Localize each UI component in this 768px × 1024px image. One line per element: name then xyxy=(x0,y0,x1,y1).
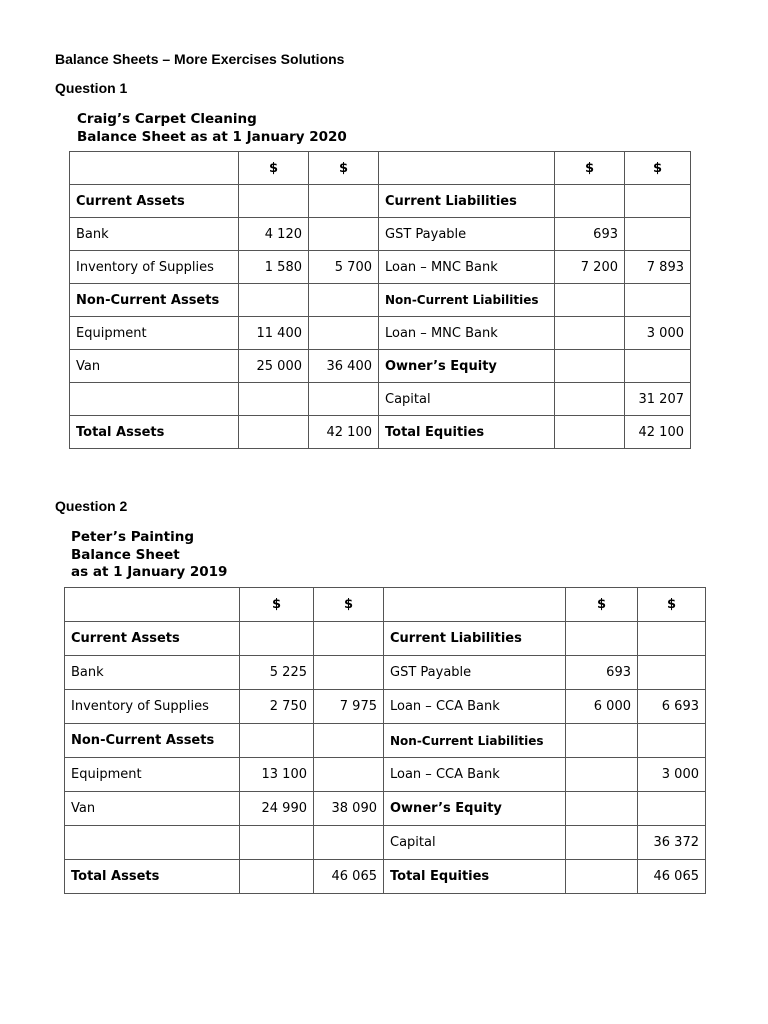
currency-header: $ xyxy=(638,588,706,622)
asset-amount: 1 580 xyxy=(239,251,309,284)
question-1-heading: Question 1 xyxy=(55,80,128,96)
asset-amount xyxy=(239,185,309,218)
table-row xyxy=(65,826,706,860)
asset-amount: 5 225 xyxy=(240,656,314,690)
equity-subtotal: 6 693 xyxy=(638,690,706,724)
table-row xyxy=(70,218,691,251)
equity-label: Loan – CCA Bank xyxy=(384,758,566,792)
table-row xyxy=(70,251,691,284)
equity-amount xyxy=(566,860,638,894)
asset-amount xyxy=(239,383,309,416)
asset-label: Current Assets xyxy=(65,622,240,656)
asset-amount: 25 000 xyxy=(239,350,309,383)
asset-amount: 13 100 xyxy=(240,758,314,792)
asset-amount: 4 120 xyxy=(239,218,309,251)
currency-header: $ xyxy=(240,588,314,622)
currency-header xyxy=(379,152,555,185)
asset-subtotal xyxy=(309,218,379,251)
table-row xyxy=(70,185,691,218)
asset-label xyxy=(70,383,239,416)
currency-header: $ xyxy=(314,588,384,622)
equity-amount xyxy=(555,383,625,416)
asset-amount: 2 750 xyxy=(240,690,314,724)
equity-label: Owner’s Equity xyxy=(379,350,555,383)
equity-label: Loan – MNC Bank xyxy=(379,317,555,350)
asset-amount: 24 990 xyxy=(240,792,314,826)
currency-header: $ xyxy=(566,588,638,622)
currency-header: $ xyxy=(555,152,625,185)
page-title: Balance Sheets – More Exercises Solutions xyxy=(55,51,345,67)
asset-amount xyxy=(240,826,314,860)
equity-amount: 6 000 xyxy=(566,690,638,724)
asset-label: Total Assets xyxy=(70,416,239,449)
asset-amount: 11 400 xyxy=(239,317,309,350)
table-row xyxy=(65,860,706,894)
table-header-row xyxy=(70,152,691,185)
asset-amount xyxy=(239,284,309,317)
asset-label: Van xyxy=(70,350,239,383)
q2-sheet-title: Balance Sheet xyxy=(71,546,180,563)
equity-label: Loan – MNC Bank xyxy=(379,251,555,284)
asset-subtotal: 46 065 xyxy=(314,860,384,894)
asset-amount xyxy=(239,416,309,449)
table-row xyxy=(65,656,706,690)
table-row xyxy=(70,284,691,317)
asset-label: Van xyxy=(65,792,240,826)
asset-subtotal xyxy=(314,656,384,690)
equity-amount xyxy=(566,826,638,860)
currency-header: $ xyxy=(625,152,691,185)
table-row xyxy=(65,724,706,758)
q1-business-name: Craig’s Carpet Cleaning xyxy=(77,111,257,127)
asset-subtotal: 42 100 xyxy=(309,416,379,449)
equity-amount xyxy=(555,416,625,449)
asset-subtotal xyxy=(309,317,379,350)
equity-subtotal xyxy=(625,284,691,317)
asset-label: Non-Current Assets xyxy=(70,284,239,317)
asset-label: Current Assets xyxy=(70,185,239,218)
equity-amount xyxy=(566,622,638,656)
asset-subtotal xyxy=(314,758,384,792)
asset-label: Non-Current Assets xyxy=(65,724,240,758)
equity-amount xyxy=(555,185,625,218)
asset-amount xyxy=(240,724,314,758)
asset-amount xyxy=(240,622,314,656)
equity-subtotal: 7 893 xyxy=(625,251,691,284)
asset-label: Bank xyxy=(70,218,239,251)
currency-header: $ xyxy=(309,152,379,185)
table-header-row xyxy=(65,588,706,622)
table-row xyxy=(70,350,691,383)
equity-label: GST Payable xyxy=(379,218,555,251)
asset-subtotal xyxy=(314,826,384,860)
asset-label: Inventory of Supplies xyxy=(65,690,240,724)
asset-label: Total Assets xyxy=(65,860,240,894)
equity-subtotal: 36 372 xyxy=(638,826,706,860)
equity-subtotal xyxy=(638,656,706,690)
equity-amount xyxy=(555,284,625,317)
asset-label: Equipment xyxy=(70,317,239,350)
equity-label: Capital xyxy=(384,826,566,860)
equity-subtotal xyxy=(625,218,691,251)
asset-label xyxy=(65,826,240,860)
equity-label: Current Liabilities xyxy=(384,622,566,656)
asset-amount xyxy=(240,860,314,894)
asset-subtotal: 38 090 xyxy=(314,792,384,826)
q2-business-name: Peter’s Painting xyxy=(71,529,194,545)
equity-label: Current Liabilities xyxy=(379,185,555,218)
table-row xyxy=(70,383,691,416)
equity-subtotal xyxy=(638,622,706,656)
equity-amount: 7 200 xyxy=(555,251,625,284)
equity-amount xyxy=(555,317,625,350)
equity-label: Total Equities xyxy=(379,416,555,449)
equity-subtotal: 46 065 xyxy=(638,860,706,894)
equity-amount xyxy=(566,724,638,758)
equity-label: Owner’s Equity xyxy=(384,792,566,826)
equity-subtotal: 42 100 xyxy=(625,416,691,449)
q1-sheet-date: Balance Sheet as at 1 January 2020 xyxy=(77,128,347,145)
equity-label: Non-Current Liabilities xyxy=(379,284,555,317)
currency-header: $ xyxy=(239,152,309,185)
asset-subtotal: 36 400 xyxy=(309,350,379,383)
asset-subtotal xyxy=(314,622,384,656)
table-row xyxy=(65,622,706,656)
equity-amount xyxy=(566,758,638,792)
asset-subtotal xyxy=(309,284,379,317)
asset-label: Bank xyxy=(65,656,240,690)
equity-label: Non-Current Liabilities xyxy=(384,724,566,758)
q2-balance-sheet-title xyxy=(71,529,227,582)
table-row xyxy=(70,416,691,449)
asset-label: Equipment xyxy=(65,758,240,792)
question-2-heading: Question 2 xyxy=(55,498,128,514)
asset-subtotal xyxy=(309,185,379,218)
q1-balance-sheet-title xyxy=(77,111,347,146)
equity-subtotal xyxy=(638,792,706,826)
equity-subtotal: 3 000 xyxy=(638,758,706,792)
equity-subtotal xyxy=(625,350,691,383)
q2-balance-sheet-table xyxy=(64,587,706,894)
table-row xyxy=(65,690,706,724)
equity-label: GST Payable xyxy=(384,656,566,690)
asset-subtotal: 7 975 xyxy=(314,690,384,724)
currency-header xyxy=(70,152,239,185)
equity-label: Total Equities xyxy=(384,860,566,894)
currency-header xyxy=(65,588,240,622)
table-row xyxy=(65,758,706,792)
equity-subtotal xyxy=(625,185,691,218)
equity-subtotal: 3 000 xyxy=(625,317,691,350)
equity-amount xyxy=(555,350,625,383)
equity-subtotal: 31 207 xyxy=(625,383,691,416)
equity-amount: 693 xyxy=(566,656,638,690)
equity-amount xyxy=(566,792,638,826)
asset-subtotal: 5 700 xyxy=(309,251,379,284)
equity-subtotal xyxy=(638,724,706,758)
asset-label: Inventory of Supplies xyxy=(70,251,239,284)
currency-header xyxy=(384,588,566,622)
asset-subtotal xyxy=(314,724,384,758)
table-row xyxy=(70,317,691,350)
q1-balance-sheet-table xyxy=(69,151,691,449)
q2-sheet-date: as at 1 January 2019 xyxy=(71,564,228,580)
equity-label: Loan – CCA Bank xyxy=(384,690,566,724)
equity-label: Capital xyxy=(379,383,555,416)
equity-amount: 693 xyxy=(555,218,625,251)
table-row xyxy=(65,792,706,826)
asset-subtotal xyxy=(309,383,379,416)
